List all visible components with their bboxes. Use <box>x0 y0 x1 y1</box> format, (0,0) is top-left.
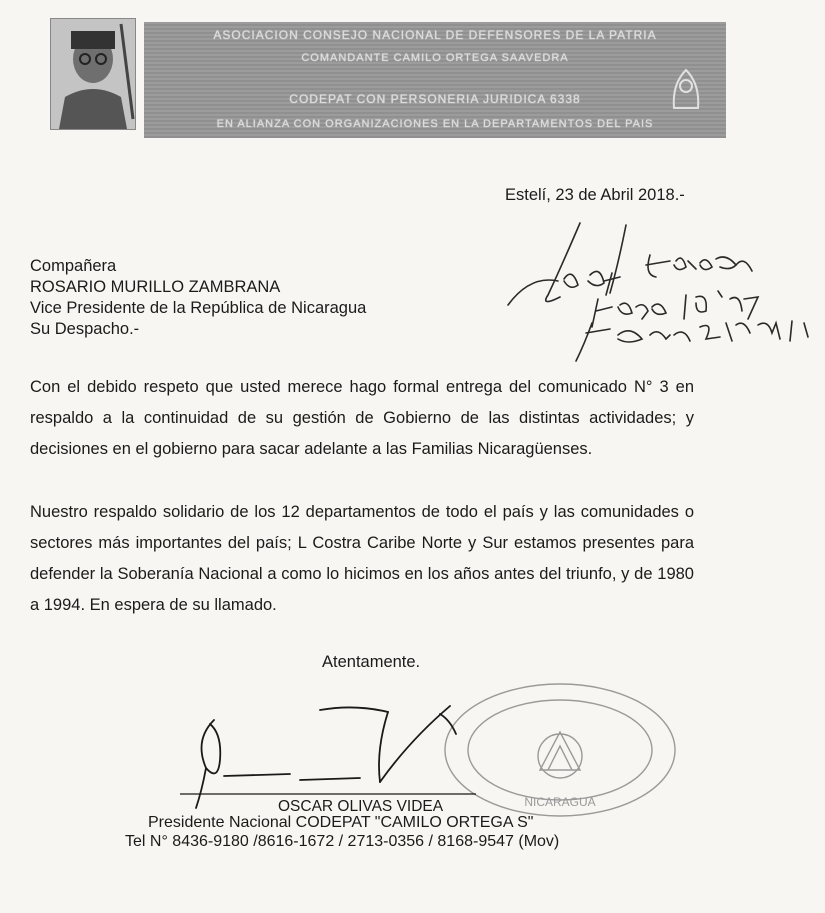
signatory-name: OSCAR OLIVAS VIDEA <box>278 798 444 815</box>
handwritten-signature <box>180 690 480 810</box>
letterhead-line-4: EN ALIANZA CON ORGANIZACIONES EN LA DEPARTAMENTOS DEL PAIS <box>216 118 654 130</box>
body-paragraph-2: Nuestro respaldo solidario de los 12 departamentos de todo el país y las comunidades o sectores más importantes del país; L Costra Caribe Norte y Sur estamos presentes para defender la Soberanía Nacional a como lo hicimos en los años antes del triunfo, y de 1980 a 1994. En espera de su llamado. <box>30 503 694 614</box>
letterhead-line-3: CODEPAT CON PERSONERIA JURIDICA 6338 <box>289 92 581 106</box>
letterhead-line-1: ASOCIACION CONSEJO NACIONAL DE DEFENSORES DE LA PATRIA <box>213 28 657 42</box>
recipient-position: Vice Presidente de la República de Nicaragua <box>30 299 367 317</box>
recipient-name: ROSARIO MURILLO ZAMBRANA <box>30 278 281 296</box>
signatory-phones: Tel N° 8436-9180 /8616-1672 / 2713-0356 / 8168-9547 (Mov) <box>125 833 560 850</box>
portrait-photo <box>50 18 136 130</box>
letterhead-line-2: COMANDANTE CAMILO ORTEGA SAAVEDRA <box>301 52 569 64</box>
stamp-label: NICARAGUA <box>524 795 596 809</box>
letter-date: Estelí, 23 de Abril 2018.- <box>505 186 685 204</box>
handwritten-receipt-note <box>500 215 820 365</box>
letterhead-banner <box>144 22 726 138</box>
recipient-office: Su Despacho.- <box>30 320 140 338</box>
closing: Atentamente. <box>322 653 421 671</box>
signatory-title: Presidente Nacional CODEPAT "CAMILO ORTEGA S" <box>148 814 534 831</box>
portrait-image <box>51 19 135 129</box>
recipient-salutation: Compañera <box>30 257 117 275</box>
body-paragraph-1: Con el debido respeto que usted merece hago formal entrega del comunicado N° 3 en respaldo a la continuidad de su gestión de Gobierno de las distintas actividades; y decisiones en el gobierno para sacar adelante a las Familias Nicaragüenses. <box>30 378 694 458</box>
letterhead-emblem-icon <box>666 64 706 110</box>
recipient-block <box>30 256 366 340</box>
